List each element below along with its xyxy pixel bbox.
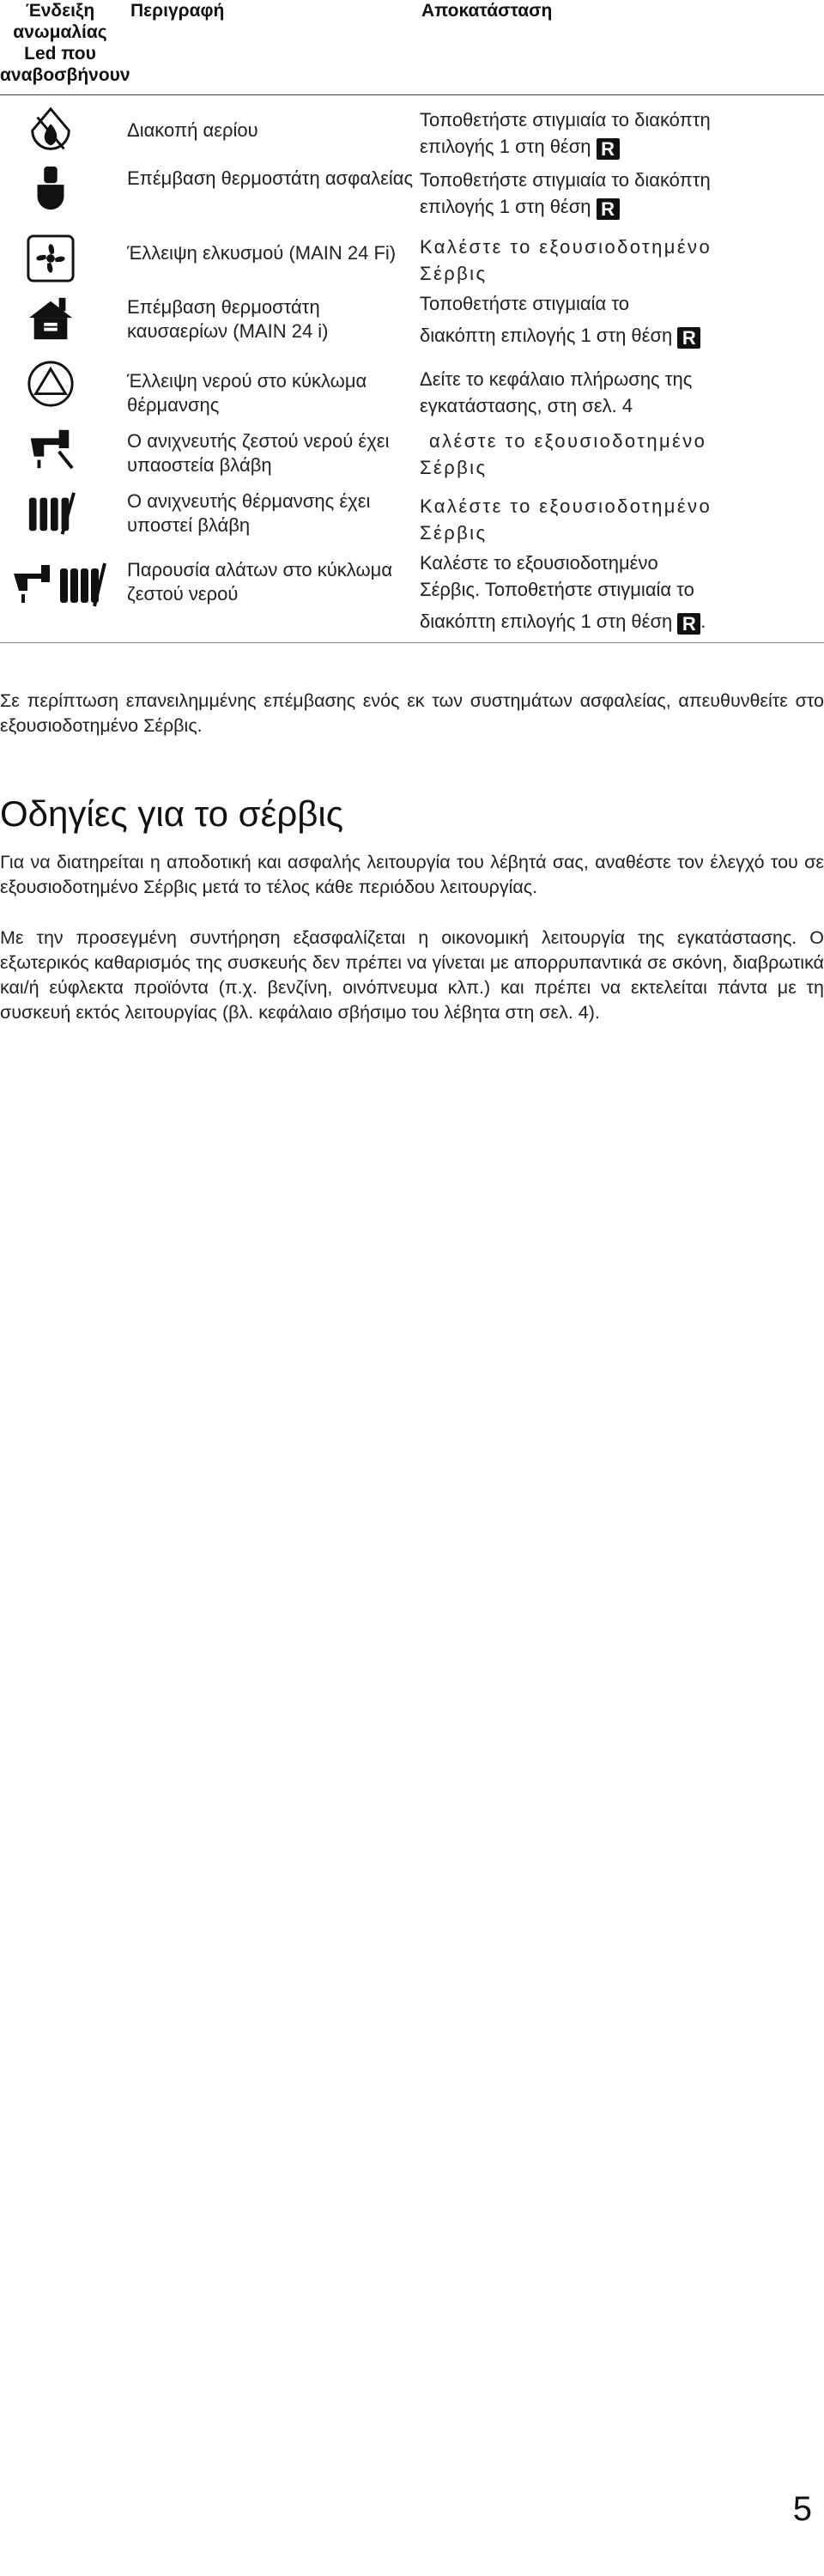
row-7-fix-line-2: Σέρβις [420, 522, 488, 544]
reset-r-icon: R [597, 138, 620, 160]
fan-icon [26, 234, 76, 283]
row-2-fix-line-1: Τοποθετήστε στιγμιαία το διακόπτη [420, 169, 711, 191]
thermostat-bulb-icon [26, 163, 76, 213]
header-indicator: Ένδειξη ανωμαλίας Led που αναβοσβήνουν [0, 1, 130, 85]
reset-r-icon: R [597, 198, 620, 220]
row-4-fix [420, 290, 815, 349]
safety-note: Σε περίπτωση επανειλημμένης επέμβασης ενός εκ των συστημάτων ασφαλείας, απευθυνθείτε στο εξουσιοδοτημένο Σέρβις. [0, 690, 824, 736]
header-description: Περιγραφή [130, 1, 225, 21]
row-5-fix [420, 366, 815, 419]
row-3-fix-line-2: Σέρβις [420, 263, 488, 284]
row-8-fix [420, 550, 815, 635]
row-2-fix [420, 167, 815, 220]
row-1-fix-line-1: Τοποθετήστε στιγμιαία το διακόπτη [420, 109, 711, 131]
faucet-radiator-icon [12, 558, 106, 608]
service-paragraph-1: Για να διατηρείται η αποδοτική και ασφαλής λειτουργία του λέβητά σας, αναθέστε τον έλεγχό του σε εξουσιοδοτημένο Σέρβις μετά το τέλος κάθε περιόδου λειτουργίας. [0, 852, 824, 897]
row-5-description: Έλλειψη νερού στο κύκλωμα θέρμανσης [127, 370, 367, 416]
row-6-fix [420, 428, 824, 481]
row-3-fix-line-1: Καλέστε το εξουσιοδοτημένο [420, 236, 712, 258]
chimney-house-icon [26, 295, 76, 344]
row-4-description: Επέμβαση θερμοστάτη καυσαερίων (MAIN 24 i) [127, 296, 329, 342]
row-1-description: Διακοπή αερίου [127, 119, 258, 141]
row-7-fix [420, 493, 815, 546]
row-7-description: Ο ανιχνευτής θέρμανσης έχει υποστεί βλάβη [127, 490, 371, 536]
table-bottom-divider [0, 642, 824, 643]
row-8-fix-line-3: διακόπτη επιλογής 1 στη θέση [420, 611, 673, 632]
reset-r-icon: R [677, 613, 700, 635]
row-4-fix-line-1: Τοποθετήστε στιγμιαία το [420, 293, 629, 314]
reset-r-icon: R [677, 327, 700, 349]
row-6-fix-line-1: αλέστε το εξουσιοδοτημένο [429, 430, 707, 452]
faucet-icon [26, 423, 76, 473]
row-1-fix [420, 106, 815, 160]
row-4-fix-line-2: διακόπτη επιλογής 1 στη θέση [420, 325, 673, 346]
row-5-fix-line-2: εγκατάστασης, στη σελ. 4 [420, 395, 633, 416]
row-3-fix [420, 234, 815, 287]
header-fix: Αποκατάσταση [421, 1, 553, 21]
gas-flame-icon [26, 106, 76, 155]
header-divider [0, 94, 824, 95]
row-2-fix-line-2: επιλογής 1 στη θέση [420, 196, 591, 217]
service-title: Οδηγίες για το σέρβις [0, 793, 343, 834]
service-paragraph-2: Με την προσεγμένη συντήρηση εξασφαλίζεται η οικονομική λειτουργία της εγκατάστασης. Ο εξωτερικός καθαρισμός της συσκευής δεν πρέπει να γίνεται με απορρυπαντικά σε σκόνη, διαβρωτικά και/ή εύφλεκτα προϊόντα (π.χ. βενζίνη, οινόπνευμα κλπ.) και πρέπει να εκτελείται πάντα με τη συσκευή εκτός λειτουργίας (βλ. κεφάλαιο σβήσιμο του λέβητα στη σελ. 4). [0, 927, 824, 1023]
row-1-fix-line-2: επιλογής 1 στη θέση [420, 136, 591, 157]
water-pressure-icon [26, 359, 76, 409]
row-8-fix-line-2: Σέρβις. Τοποθετήστε στιγμιαία το [420, 579, 694, 600]
row-7-fix-line-1: Καλέστε το εξουσιοδοτημένο [420, 495, 712, 517]
row-6-fix-line-2: Σέρβις [420, 457, 488, 478]
row-6-description: Ο ανιχνευτής ζεστού νερού έχει υπαοστεία βλάβη [127, 430, 390, 476]
row-2-description: Επέμβαση θερμοστάτη ασφαλείας [127, 167, 414, 189]
row-8-fix-period: . [700, 611, 706, 632]
row-3-description: Έλλειψη ελκυσμού (MAIN 24 Fi) [127, 242, 397, 264]
row-5-fix-line-1: Δείτε το κεφάλαιο πλήρωσης της [420, 368, 693, 390]
row-8-description: Παρουσία αλάτων στο κύκλωμα ζεστού νερού [127, 559, 393, 605]
row-8-fix-line-1: Καλέστε το εξουσιοδοτημένο [420, 552, 658, 574]
page-number: 5 [792, 2490, 812, 2528]
radiator-icon [26, 488, 76, 538]
